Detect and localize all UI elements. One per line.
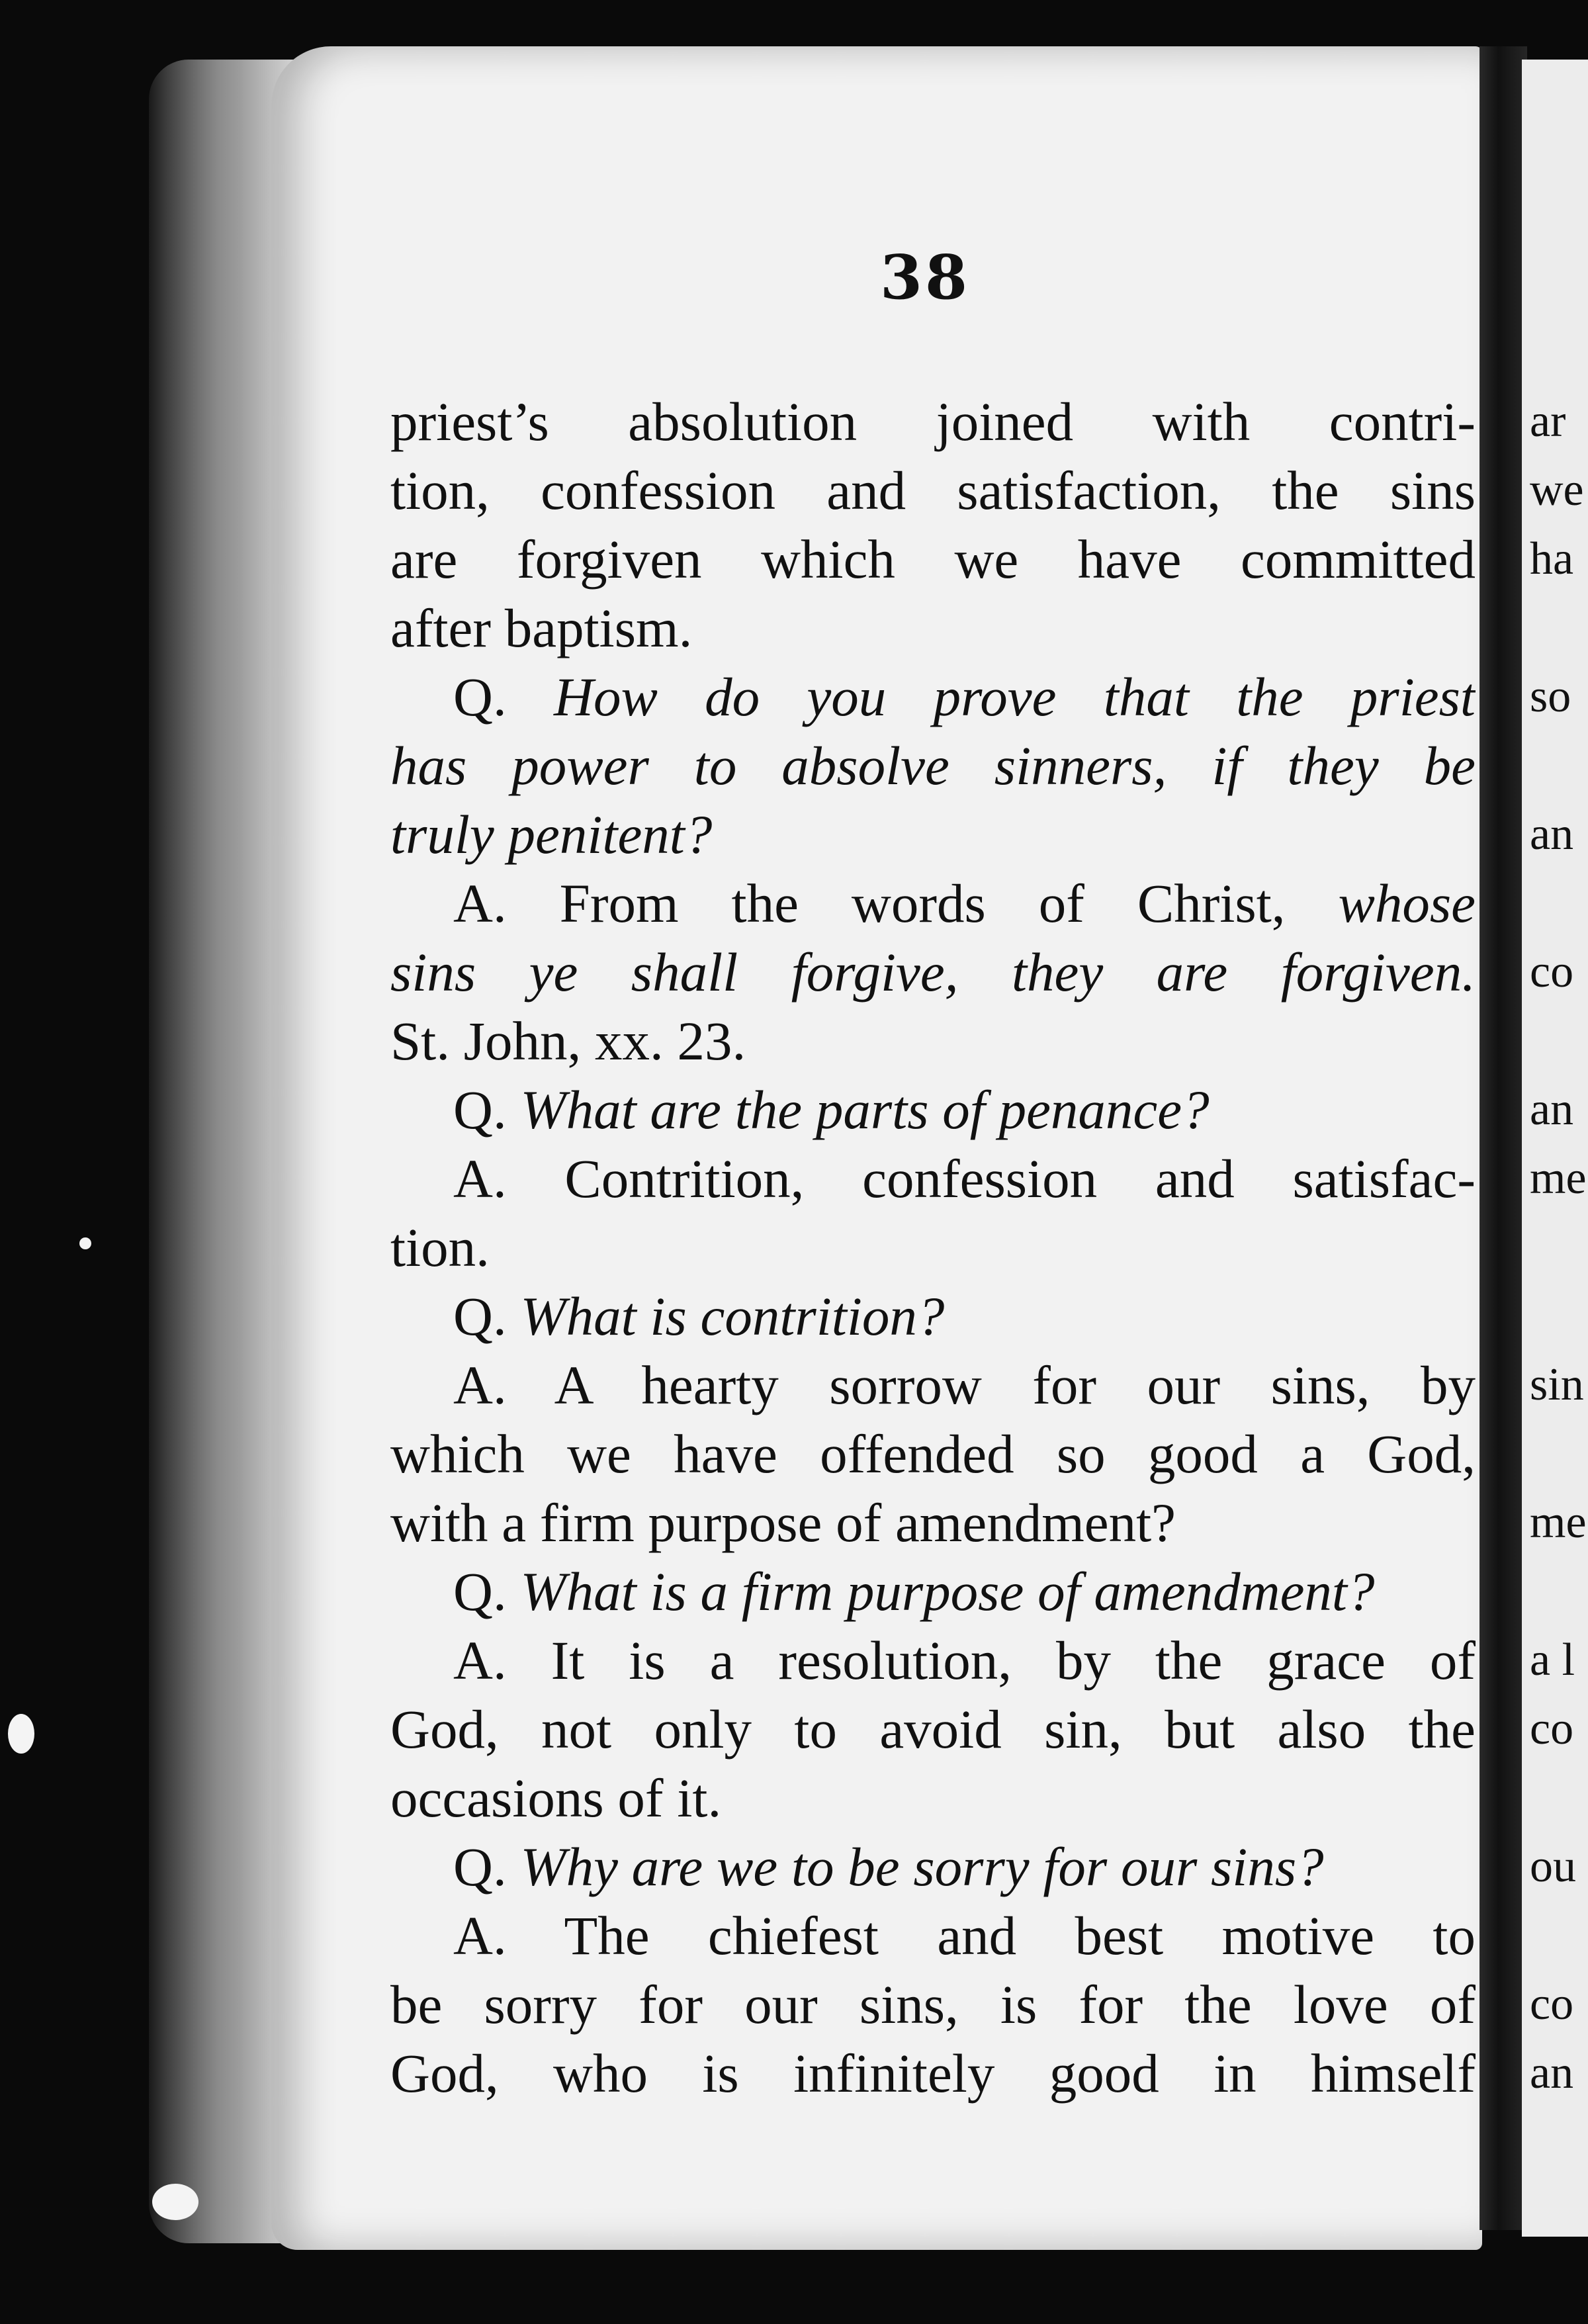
facing-line-fragment <box>1530 1557 1588 1626</box>
facing-line-fragment <box>1530 1901 1588 1970</box>
page-number: 38 <box>880 242 971 313</box>
text-line: A. From the words of Christ, whose <box>453 873 1476 934</box>
facing-line-fragment: ar <box>1530 396 1566 447</box>
facing-line-fragment <box>1530 869 1588 938</box>
text-line: tion, confession and satisfaction, the sins <box>390 460 1476 521</box>
text-line: with a firm purpose of amendment? <box>390 1492 1176 1553</box>
facing-line-fragment <box>1530 1282 1588 1351</box>
text-line: truly penitent? <box>390 804 713 865</box>
dust-speck <box>152 2184 198 2220</box>
text-line: be sorry for our sins, is for the love of <box>390 1974 1476 2035</box>
question-marker: Q. <box>453 1079 521 1140</box>
text-line: occasions of it. <box>390 1767 722 1828</box>
text-line: A. Contrition, confession and satisfac- <box>453 1148 1476 1209</box>
text-line <box>390 662 1476 731</box>
text-line: A. The chiefest and best motive to <box>453 1905 1476 1966</box>
question-marker: Q. <box>453 666 554 727</box>
facing-line-fragment: so <box>1530 671 1571 722</box>
facing-line-fragment: ha <box>1530 533 1574 584</box>
facing-line-fragment: co <box>1530 1979 1574 2030</box>
text-line <box>390 1282 1476 1351</box>
facing-line-fragment: co <box>1530 1703 1574 1754</box>
question-text: What is a firm purpose of amendment? <box>520 1561 1375 1622</box>
facing-line-fragment: sin <box>1530 1359 1584 1410</box>
text-line: has power to absolve sinners, if they be <box>390 735 1476 796</box>
text-line: priest’s absolution joined with contri- <box>390 391 1476 452</box>
text-line: tion. <box>390 1217 490 1278</box>
facing-line-fragment: an <box>1530 2047 1574 2098</box>
text-line: which we have offended so good a God, <box>390 1423 1476 1484</box>
text-line: A. It is a resolution, by the grace of <box>453 1630 1476 1691</box>
facing-line-fragment: co <box>1530 946 1574 997</box>
facing-line-fragment: me <box>1530 1153 1587 1204</box>
facing-line-fragment: an <box>1530 809 1574 860</box>
question-text: How do you prove that the priest <box>554 666 1476 727</box>
question-text: What is contrition? <box>520 1286 945 1347</box>
text-line: A. A hearty sorrow for our sins, by <box>453 1355 1476 1415</box>
facing-line-fragment: we <box>1530 465 1584 515</box>
dust-speck <box>8 1714 34 1754</box>
text-line: God, not only to avoid sin, but also the <box>390 1699 1476 1760</box>
question-marker: Q. <box>453 1561 521 1622</box>
text-line <box>390 1075 1476 1144</box>
facing-line-fragment: ou <box>1530 1841 1576 1892</box>
facing-line-fragment <box>1530 1419 1588 1488</box>
facing-line-fragment <box>1530 1006 1588 1075</box>
facing-line-fragment <box>1530 594 1588 662</box>
text-line <box>390 1557 1476 1626</box>
question-marker: Q. <box>453 1836 521 1897</box>
dust-speck <box>79 1237 91 1249</box>
question-text: Why are we to be sorry for our sins? <box>520 1836 1324 1897</box>
facing-line-fragment <box>1530 1213 1588 1282</box>
text-line: St. John, xx. 23. <box>390 1010 746 1071</box>
facing-line-fragment: an <box>1530 1084 1574 1135</box>
question-text: What are the parts of penance? <box>520 1079 1210 1140</box>
text-line: after baptism. <box>390 598 693 658</box>
question-marker: Q. <box>453 1286 521 1347</box>
facing-line-fragment: me <box>1530 1497 1587 1548</box>
text-line: sins ye shall forgive, they are forgiven. <box>390 942 1476 1003</box>
facing-page-text <box>1530 387 1588 2108</box>
facing-line-fragment <box>1530 731 1588 800</box>
text-line: are forgiven which we have committed <box>390 529 1476 590</box>
book-gutter <box>1479 46 1527 2230</box>
facing-line-fragment <box>1530 1764 1588 1832</box>
facing-line-fragment: a l <box>1530 1634 1575 1685</box>
catechism-text <box>390 387 1476 2108</box>
text-line: God, who is infinitely good in himself <box>390 2043 1476 2104</box>
text-line <box>390 1832 1476 1901</box>
